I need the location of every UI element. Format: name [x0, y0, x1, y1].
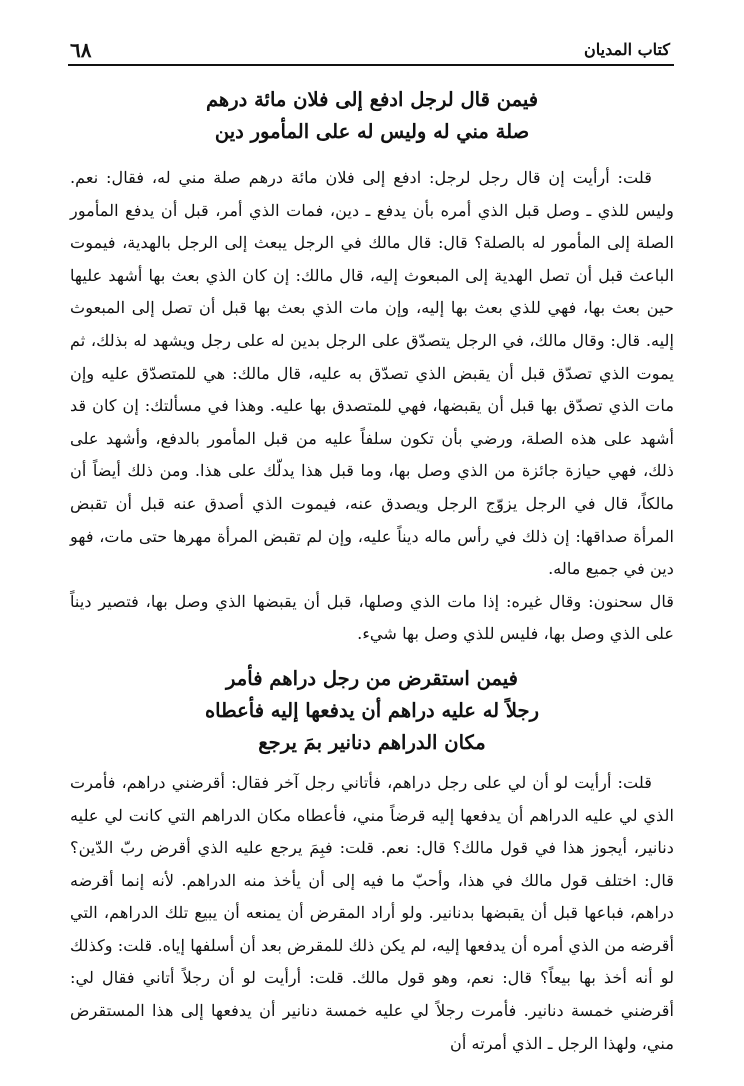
- header-rule: [68, 64, 674, 66]
- heading-line: صلة مني له وليس له على المأمور دين: [214, 120, 530, 143]
- body-paragraph: قلت: أرأيت إن قال رجل لرجل: ادفع إلى فلان مائة درهم صلة مني له، فقال: نعم. وليس للذي ـ وصل قبل الذي أمره بأن يدفع ـ دين، فمات الذي أمر، قبل أن يدفع المأمور الصلة إلى المأمور له بالصلة؟ قال: قال مالك في الرجل يبعث إلى الرجل بالهدية، فيموت الباعث قبل أن تصل الهدية إلى المبعوث إليه، قال مالك: إن كان الذي بعث بها أشهد عليها حين بعث بها، فهي للذي بعث بها إليه، وإن مات الذي بعث بها قبل أن تصل إلى المبعوث إليه. قال: وقال مالك، في الرجل يتصدّق على الرجل بدين له على رجل ويشهد له بذلك، ثم يموت الذي تصدّق قبل أن يقبض الذي تصدّق به عليه، قال مالك: هي للمتصدّق عليه وإن مات الذي تصدّق بها قبل أن يقبضها، فهي للمتصدق بها عليه. وهذا في مسألتك: إن كان قد أشهد على هذه الصلة، ورضي بأن تكون سلفاً عليه من قبل المأمور بالدفع، وأشهد على ذلك، فهي حيازة جائزة من الذي وصل بها، وما قبل هذا يدلّك على هذا. ومن ذلك أيضاً أن مالكاً، قال في الرجل يزوّج الرجل ويصدق عنه، فيموت الذي أصدق عنه قبل أن تقبض المرأة صداقها: إن ذلك في رأس ماله ديناً عليه، وإن لم تقبض المرأة مهرها حتى مات، فهو دين في جميع ماله.: [70, 168, 674, 579]
- section-heading: [70, 663, 674, 759]
- heading-line: رجلاً له عليه دراهم أن يدفعها إليه فأعطاه: [204, 698, 540, 722]
- body-paragraph: قال سحنون: وقال غيره: إذا مات الذي وصلها، قبل أن يقبضها الذي وصل بها، فتصير ديناً على الذي وصل بها، فليس للذي وصل بها شيء.: [70, 591, 674, 644]
- section-heading: [70, 84, 674, 148]
- page-number: ٦٨: [70, 38, 92, 62]
- heading-line: فيمن استقرض من رجل دراهم فأمر: [226, 666, 518, 690]
- heading-line: مكان الدراهم دنانير بمَ يرجع: [258, 730, 486, 754]
- running-header: [70, 38, 670, 64]
- body-paragraph: قلت: أرأيت لو أن لي على رجل دراهم، فأتاني رجل آخر فقال: أقرضني دراهم، فأمرت الذي لي عليه الدراهم أن يدفعها إليه قرضاً مني، فأعطاه مكان الدراهم التي كانت لي عليه دنانير، أيجوز هذا في قول مالك؟ قال: نعم. قلت: فبِمَ يرجع عليه الذي أقرض ربّ الدّين؟ قال: اختلف قول مالك في هذا، وأحبّ ما فيه إلى أن يأخذ منه الدراهم. لأنه إنما أقرضه دراهم، فباعها قبل أن يقبضها بدنانير. ولو أراد المقرض أن يمنعه أن يبيع تلك الدراهم، التي أقرضه من الذي أمره أن يدفعها إليه، لم يكن ذلك للمقرض بعد أن أسلفها إياه. قلت: وكذلك لو أنه أخذ بها بيعاً؟ قال: نعم، وهو قول مالك. قلت: أرأيت لو أن رجلاً أتاني فقال لي: أقرضني خمسة دنانير. فأمرت رجلاً لي عليه خمسة دنانير أن يدفعها إلى هذا المستقرض مني، ولهذا الرجل ـ الذي أمرته أن: [70, 772, 674, 1053]
- page-body: [70, 84, 674, 1060]
- book-title: كتاب المديان: [584, 40, 670, 59]
- heading-line: فيمن قال لرجل ادفع إلى فلان مائة درهم: [205, 88, 539, 111]
